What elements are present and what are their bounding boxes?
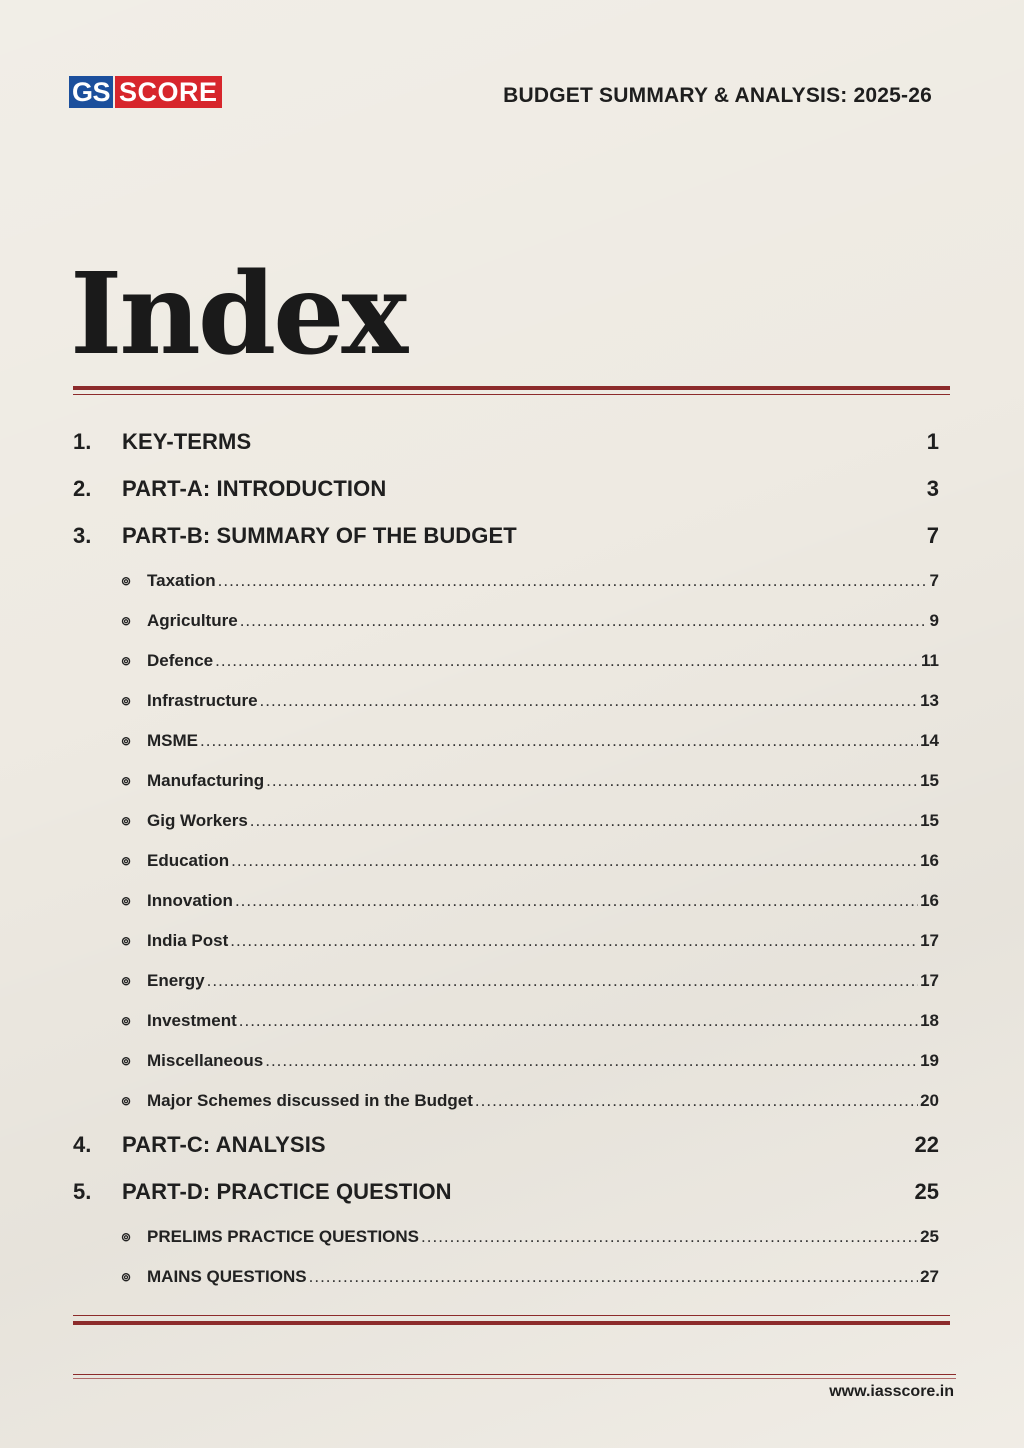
logo-gs: GS (69, 76, 113, 108)
bullet-icon: ⊚ (121, 974, 132, 988)
subitem-page: 18 (920, 1011, 939, 1030)
header-title: BUDGET SUMMARY & ANALYSIS: 2025-26 (503, 84, 932, 107)
section-label: PART-C: ANALYSIS (122, 1131, 326, 1157)
toc-subitem[interactable] (73, 881, 939, 921)
leader-dots (475, 1091, 918, 1111)
subitem-page: 20 (920, 1091, 939, 1110)
leader-dots (421, 1227, 918, 1247)
toc-subitem[interactable] (73, 1257, 939, 1297)
leader-dots (230, 931, 918, 951)
leader-dots (200, 731, 918, 751)
subitem-label: Defence (147, 651, 214, 670)
subitem-page: 9 (929, 611, 939, 630)
toc-subitem[interactable] (73, 1001, 939, 1041)
subitem-label: Taxation (147, 571, 216, 590)
toc-subitem[interactable] (73, 641, 939, 681)
part-d-subitems (73, 1217, 939, 1297)
subitem-page: 7 (929, 571, 939, 590)
toc-section[interactable] (73, 418, 939, 465)
section-label: PART-A: INTRODUCTION (122, 475, 387, 501)
toc-subitem[interactable] (73, 841, 939, 881)
subitem-label: MSME (147, 731, 198, 750)
subitem-page: 19 (920, 1051, 939, 1070)
section-page: 25 (914, 1178, 939, 1204)
subitem-page: 11 (921, 651, 939, 670)
subitem-page: 25 (920, 1227, 939, 1246)
bullet-icon: ⊚ (121, 694, 132, 708)
leader-dots (250, 811, 918, 831)
bullet-icon: ⊚ (121, 774, 132, 788)
subitem-label: Investment (147, 1011, 237, 1030)
part-b-subitems (73, 561, 939, 1121)
table-of-contents (73, 418, 939, 1297)
toc-subitem[interactable] (73, 721, 939, 761)
subitem-page: 15 (920, 771, 939, 790)
subitem-page: 17 (920, 931, 939, 950)
leader-dots (218, 571, 928, 591)
subitem-label: MAINS QUESTIONS (147, 1267, 307, 1286)
bullet-icon: ⊚ (121, 734, 132, 748)
section-label: KEY-TERMS (122, 428, 252, 454)
bullet-icon: ⊚ (121, 1014, 132, 1028)
leader-dots (265, 1051, 918, 1071)
subitem-label: Education (147, 851, 230, 870)
leader-dots (235, 891, 918, 911)
footer-website[interactable]: www.iasscore.in (829, 1383, 954, 1400)
subitem-label: India Post (147, 931, 229, 950)
subitem-label: Infrastructure (147, 691, 258, 710)
toc-subitem[interactable] (73, 761, 939, 801)
toc-subitem[interactable] (73, 681, 939, 721)
subitem-label: Gig Workers (147, 811, 248, 830)
subitem-page: 14 (920, 731, 939, 750)
subitem-label: Manufacturing (147, 771, 265, 790)
toc-subitem[interactable] (73, 1041, 939, 1081)
section-label: PART-B: SUMMARY OF THE BUDGET (122, 522, 517, 548)
section-number: 5. (73, 1178, 92, 1204)
page-title: Index (70, 249, 406, 380)
subitem-page: 27 (920, 1267, 939, 1286)
subitem-label: PRELIMS PRACTICE QUESTIONS (147, 1227, 420, 1246)
section-page: 1 (926, 428, 939, 454)
subitem-label: Energy (147, 971, 205, 990)
subitem-page: 16 (920, 891, 939, 910)
bullet-icon: ⊚ (121, 1270, 132, 1284)
bullet-icon: ⊚ (121, 1230, 132, 1244)
subitem-label: Agriculture (147, 611, 238, 630)
logo-score: SCORE (115, 76, 222, 108)
footer-divider (73, 1374, 956, 1375)
subitem-label: Major Schemes discussed in the Budget (147, 1091, 473, 1110)
section-number: 1. (73, 428, 92, 454)
toc-subitem[interactable] (73, 601, 939, 641)
subitem-page: 16 (920, 851, 939, 870)
toc-bottom-divider (73, 1315, 950, 1316)
bullet-icon: ⊚ (121, 894, 132, 908)
bullet-icon: ⊚ (121, 854, 132, 868)
bullet-icon: ⊚ (121, 654, 132, 668)
toc-section[interactable] (73, 465, 939, 512)
toc-section[interactable] (73, 512, 939, 559)
leader-dots (231, 851, 918, 871)
subitem-label: Innovation (147, 891, 233, 910)
leader-dots (215, 651, 919, 671)
bullet-icon: ⊚ (121, 614, 132, 628)
leader-dots (266, 771, 918, 791)
leader-dots (207, 971, 918, 991)
section-page: 7 (926, 522, 939, 548)
toc-section[interactable] (73, 1121, 939, 1168)
toc-subitem[interactable] (73, 801, 939, 841)
leader-dots (240, 611, 928, 631)
bullet-icon: ⊚ (121, 934, 132, 948)
section-number: 4. (73, 1131, 92, 1157)
leader-dots (260, 691, 919, 711)
gs-score-logo (69, 76, 222, 108)
leader-dots (239, 1011, 918, 1031)
toc-subitem[interactable] (73, 1217, 939, 1257)
toc-subitem[interactable] (73, 561, 939, 601)
subitem-page: 17 (920, 971, 939, 990)
subitem-page: 13 (920, 691, 939, 710)
bullet-icon: ⊚ (121, 1094, 132, 1108)
toc-subitem[interactable] (73, 961, 939, 1001)
toc-subitem[interactable] (73, 1081, 939, 1121)
section-label: PART-D: PRACTICE QUESTION (122, 1178, 452, 1204)
section-number: 3. (73, 522, 92, 548)
subitem-label: Miscellaneous (147, 1051, 264, 1070)
bullet-icon: ⊚ (121, 1054, 132, 1068)
toc-section[interactable] (73, 1168, 939, 1215)
bullet-icon: ⊚ (121, 814, 132, 828)
section-number: 2. (73, 475, 92, 501)
bullet-icon: ⊚ (121, 574, 132, 588)
section-page: 22 (914, 1131, 939, 1157)
toc-subitem[interactable] (73, 921, 939, 961)
section-page: 3 (926, 475, 939, 501)
subitem-page: 15 (920, 811, 939, 830)
title-divider (73, 386, 950, 390)
leader-dots (309, 1267, 918, 1287)
